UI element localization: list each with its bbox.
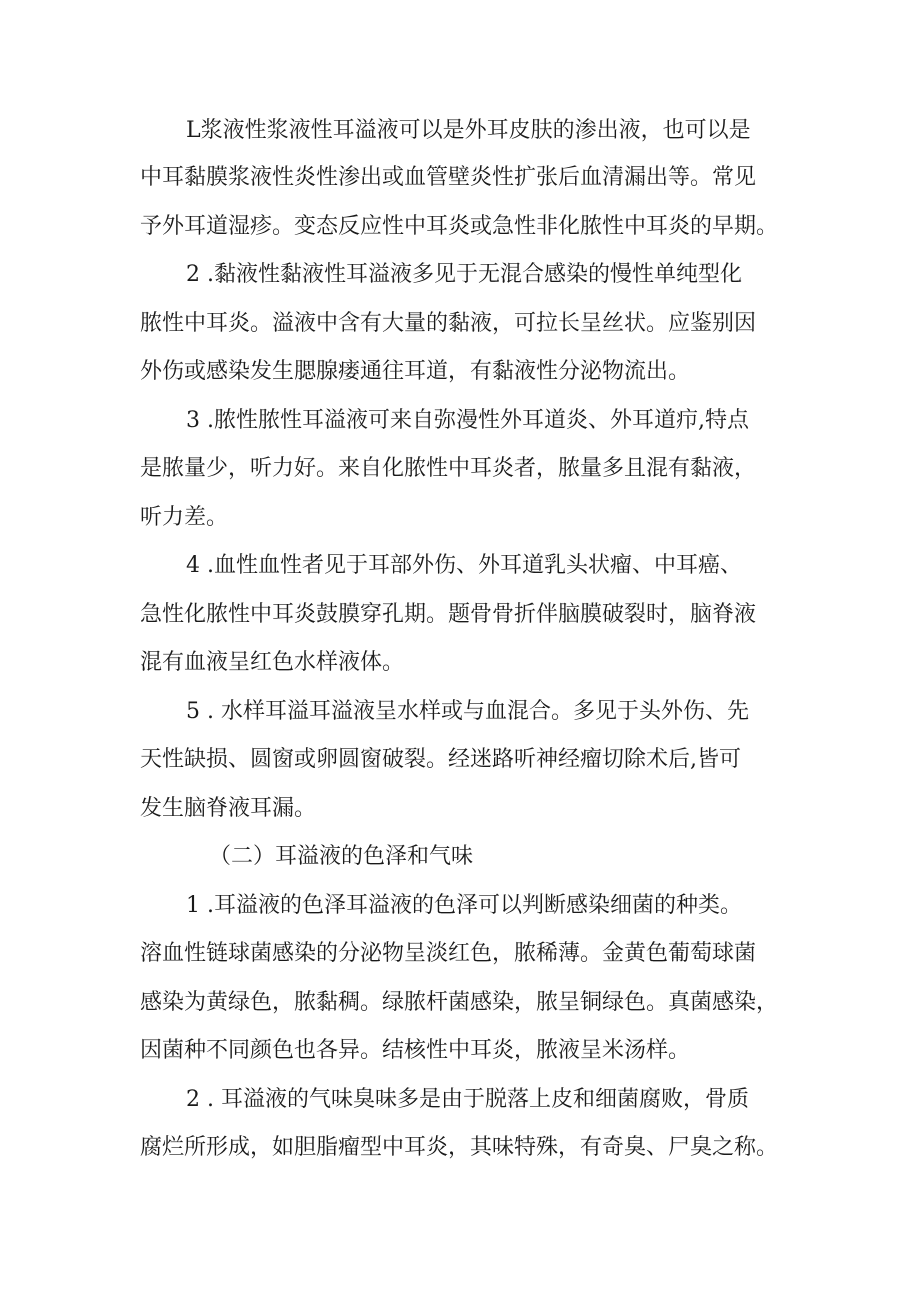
paragraph-2-line-2: 脓性中耳炎。溢液中含有大量的黏液，可拉长呈丝状。应鉴别因 (140, 311, 757, 336)
paragraph-3-line-2: 是脓量少，听力好。来自化脓性中耳炎者，脓量多且混有黏液， (140, 456, 757, 481)
paragraph-5-line-2: 天性缺损、圆窗或卵圆窗破裂。经迷路听神经瘤切除术后,皆可 (140, 747, 741, 772)
paragraph-6-line-4: 因菌种不同颜色也各异。结核性中耳炎，脓液呈米汤样。 (140, 1038, 691, 1063)
paragraph-1-line-3: 予外耳道湿疹。变态反应性中耳炎或急性非化脓性中耳炎的早期。 (140, 214, 779, 239)
section-heading: （二）耳溢液的色泽和气味 (209, 844, 474, 869)
paragraph-6-line-2: 溶血性链球菌感染的分泌物呈淡红色，脓稀薄。金黄色葡萄球菌 (140, 941, 757, 966)
paragraph-3-line-3: 听力差。 (140, 505, 229, 530)
paragraph-6-line-1: 1 .耳溢液的色泽耳溢液的色泽可以判断感染细菌的种类。 (186, 893, 742, 918)
paragraph-4-line-3: 混有血液呈红色水样液体。 (140, 650, 405, 675)
paragraph-2-line-3: 外伤或感染发生腮腺瘘通往耳道，有黏液性分泌物流出。 (140, 359, 691, 384)
paragraph-4-line-1: 4 .血性血性者见于耳部外伤、外耳道乳头状瘤、中耳癌、 (186, 553, 742, 578)
paragraph-1-line-1: L浆液性浆液性耳溢液可以是外耳皮肤的渗出液，也可以是 (186, 118, 751, 143)
paragraph-7-line-2: 腐烂所形成，如胆脂瘤型中耳炎，其味特殊，有奇臭、尸臭之称。 (140, 1135, 779, 1160)
paragraph-1-line-2: 中耳黏膜浆液性炎性渗出或血管壁炎性扩张后血清漏出等。常见 (140, 165, 757, 190)
paragraph-4-line-2: 急性化脓性中耳炎鼓膜穿孔期。题骨骨折伴脑膜破裂时，脑脊液 (140, 602, 757, 627)
paragraph-5-line-1: 5 . 水样耳溢耳溢液呈水样或与血混合。多见于头外伤、先 (186, 699, 749, 724)
paragraph-6-line-3: 感染为黄绿色，脓黏稠。绿脓杆菌感染，脓呈铜绿色。真菌感染， (140, 990, 779, 1015)
paragraph-7-line-1: 2 . 耳溢液的气味臭味多是由于脱落上皮和细菌腐败，骨质 (186, 1087, 749, 1112)
paragraph-5-line-3: 发生脑脊液耳漏。 (140, 796, 317, 821)
paragraph-2-line-1: 2 .黏液性黏液性耳溢液多见于无混合感染的慢性单纯型化 (186, 262, 742, 287)
paragraph-3-line-1: 3 .脓性脓性耳溢液可来自弥漫性外耳道炎、外耳道疖,特点 (186, 408, 749, 433)
